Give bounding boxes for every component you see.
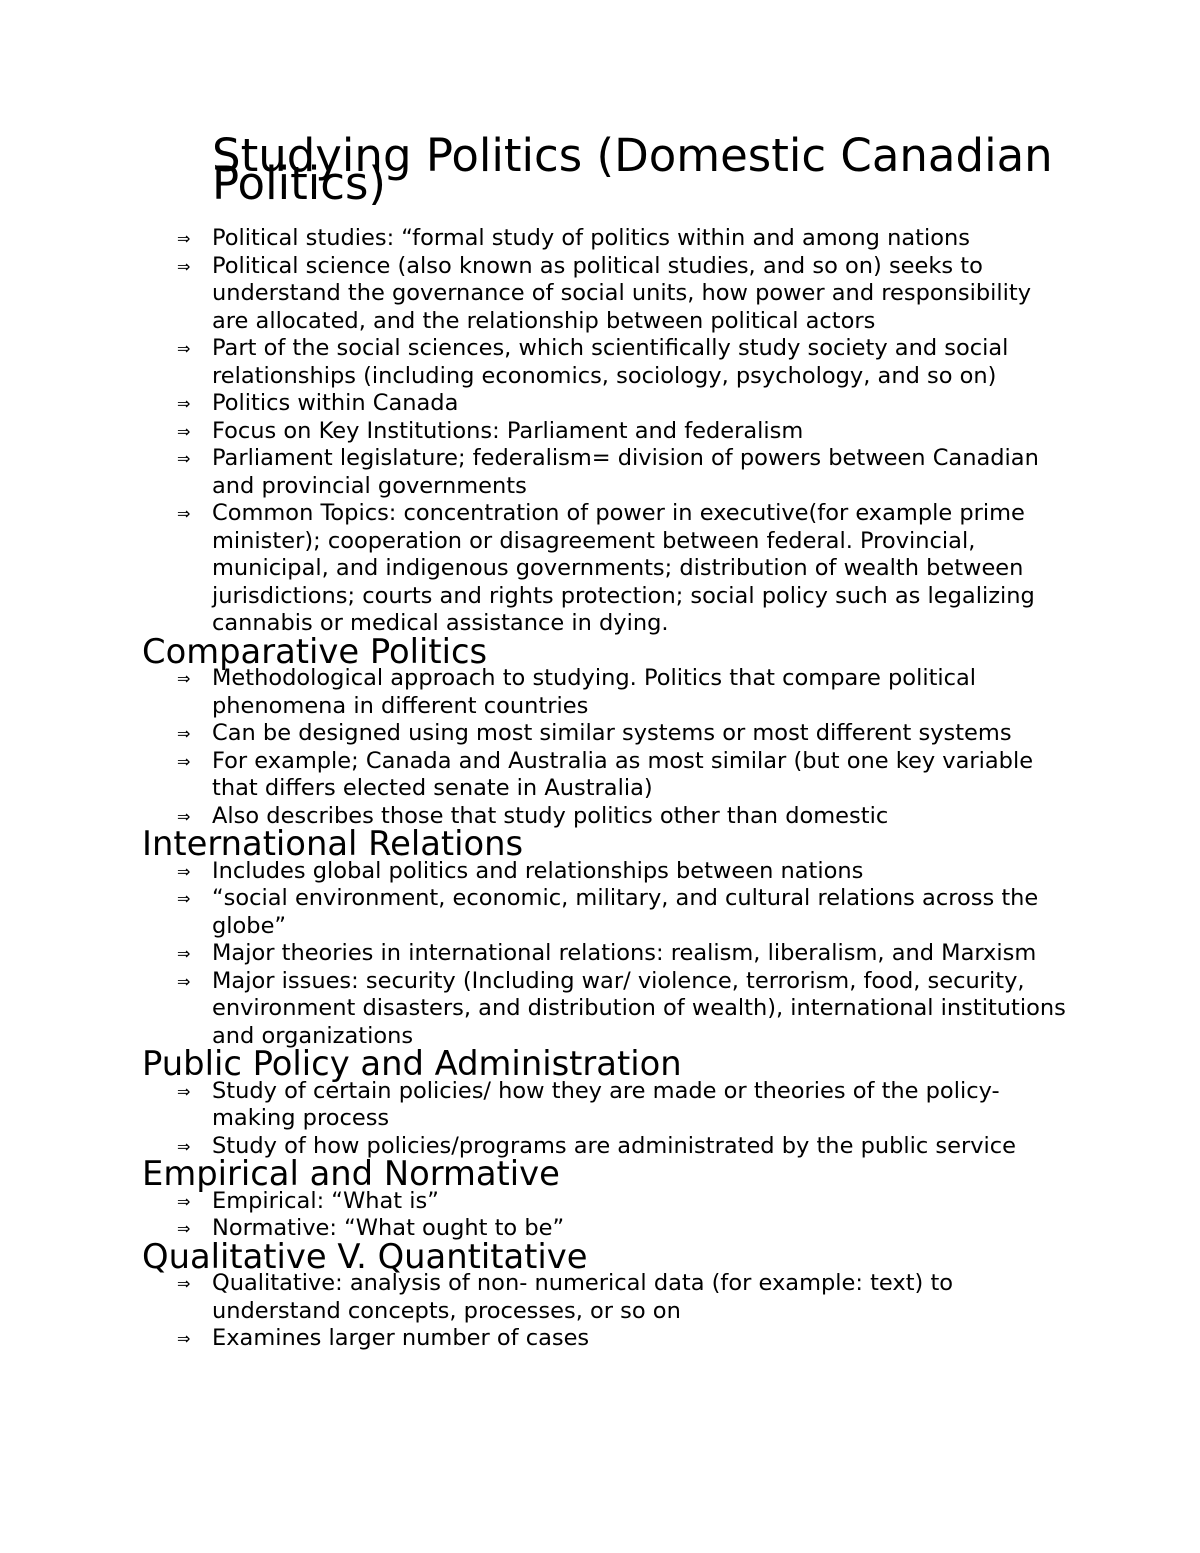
- list-item-text: Can be designed using most similar systems or most different systems: [212, 720, 1012, 746]
- arrow-bullet-icon: ⇒: [177, 751, 191, 771]
- document-title: Studying Politics (Domestic Canadian Politics): [212, 129, 1053, 210]
- list-item-text: Major theories in international relations: realism, liberalism, and Marxism: [212, 940, 1037, 966]
- list-item: [142, 968, 1072, 1051]
- list-item: [142, 665, 1072, 720]
- arrow-bullet-icon: ⇒: [177, 229, 191, 248]
- list-item: [142, 1078, 1072, 1133]
- list-item-text: Qualitative: analysis of non- numerical data (for example: text) to understand concepts, processes, or so on: [212, 1270, 954, 1324]
- list-item-text: Includes global politics and relationships between nations: [212, 857, 864, 884]
- section-heading-public-policy: Public Policy and Administration: [142, 1044, 682, 1083]
- list-item-text: Political studies: “formal study of politics within and among nations: [212, 225, 970, 251]
- list-item-text: Normative: “What ought to be”: [212, 1215, 565, 1241]
- list-item: [142, 803, 1072, 831]
- list-item: [142, 1188, 1072, 1216]
- list-item-text: Major issues: security (Including war/ violence, terrorism, food, security, environment disasters, and distribution of wealth), international institutions and organizations: [212, 967, 1066, 1049]
- list-item-text: For example; Canada and Australia as most similar (but one key variable that differs elected senate in Australia): [212, 747, 1034, 801]
- list-item-text: Study of how policies/programs are administrated by the public service: [212, 1132, 1017, 1159]
- list-item: [142, 225, 1072, 253]
- arrow-bullet-icon: ⇒: [177, 1136, 191, 1156]
- list-item-text: Also describes those that study politics other than domestic: [212, 802, 889, 829]
- public-policy-bullet-list: [142, 1078, 1072, 1161]
- section-heading-qualitative-quantitative: Qualitative V. Quantitative: [142, 1236, 588, 1276]
- list-item: [142, 500, 1072, 638]
- arrow-bullet-icon: ⇒: [177, 861, 191, 881]
- list-item-text: Common Topics: concentration of power in executive(for example prime minister); cooperation or disagreement between federal. Provincial, municipal, and indigenous governments; distribution of wealth between jurisdictions; courts and rights protection; social policy such as legalizing cannabis or medical assistance in dying.: [212, 500, 1035, 636]
- arrow-bullet-icon: ⇒: [177, 256, 191, 276]
- list-item-text: Part of the social sciences, which scientifically study society and social relationships (including economics, sociology, psychology, and so on): [212, 335, 1009, 389]
- document-body: [142, 129, 1072, 1353]
- comparative-politics-bullet-list: [142, 665, 1072, 830]
- section-heading-international-relations: International Relations: [142, 824, 524, 863]
- list-item: [142, 748, 1072, 803]
- arrow-bullet-icon: ⇒: [177, 339, 191, 358]
- list-item: [142, 940, 1072, 968]
- list-item: [142, 390, 1072, 418]
- list-item: [142, 1325, 1072, 1353]
- intro-bullet-list: [142, 225, 1072, 638]
- international-relations-bullet-list: [142, 858, 1072, 1051]
- list-item-text: “social environment, economic, military, and cultural relations across the globe”: [212, 885, 1039, 939]
- list-item: [142, 858, 1072, 886]
- arrow-bullet-icon: ⇒: [177, 449, 191, 468]
- arrow-bullet-icon: ⇒: [177, 1274, 191, 1293]
- list-item: [142, 885, 1072, 940]
- list-item: [142, 1215, 1072, 1243]
- arrow-bullet-icon: ⇒: [177, 1329, 191, 1348]
- list-item: [142, 445, 1072, 500]
- arrow-bullet-icon: ⇒: [177, 1219, 191, 1238]
- empirical-normative-bullet-list: [142, 1188, 1072, 1243]
- section-heading-empirical-normative: Empirical and Normative: [142, 1154, 560, 1193]
- list-item-text: Examines larger number of cases: [212, 1325, 590, 1351]
- arrow-bullet-icon: ⇒: [177, 504, 191, 523]
- list-item-text: Focus on Key Institutions: Parliament and federalism: [212, 417, 804, 444]
- arrow-bullet-icon: ⇒: [177, 669, 191, 688]
- qualitative-quantitative-bullet-list: [142, 1270, 1072, 1353]
- list-item-text: Study of certain policies/ how they are made or theories of the policy-making process: [212, 1077, 1000, 1131]
- arrow-bullet-icon: ⇒: [177, 889, 191, 908]
- arrow-bullet-icon: ⇒: [177, 944, 191, 963]
- arrow-bullet-icon: ⇒: [177, 806, 191, 826]
- arrow-bullet-icon: ⇒: [177, 421, 191, 441]
- arrow-bullet-icon: ⇒: [177, 971, 191, 991]
- arrow-bullet-icon: ⇒: [177, 724, 191, 743]
- arrow-bullet-icon: ⇒: [177, 1081, 191, 1101]
- arrow-bullet-icon: ⇒: [177, 1191, 191, 1211]
- list-item-text: Empirical: “What is”: [212, 1187, 439, 1214]
- list-item: [142, 1270, 1072, 1325]
- list-item: [142, 418, 1072, 446]
- list-item-text: Politics within Canada: [212, 390, 459, 416]
- list-item-text: Methodological approach to studying. Politics that compare political phenomena in different countries: [212, 665, 977, 719]
- list-item-text: Parliament legislature; federalism= division of powers between Canadian and provincial governments: [212, 445, 1039, 499]
- list-item: [142, 1133, 1072, 1161]
- list-item: [142, 253, 1072, 336]
- list-item: [142, 720, 1072, 748]
- list-item: [142, 335, 1072, 390]
- list-item-text: Political science (also known as political studies, and so on) seeks to understand the governance of social units, how power and responsibility are allocated, and the relationship between political actors: [212, 252, 1032, 334]
- section-heading-comparative-politics: Comparative Politics: [142, 631, 488, 671]
- arrow-bullet-icon: ⇒: [177, 394, 191, 413]
